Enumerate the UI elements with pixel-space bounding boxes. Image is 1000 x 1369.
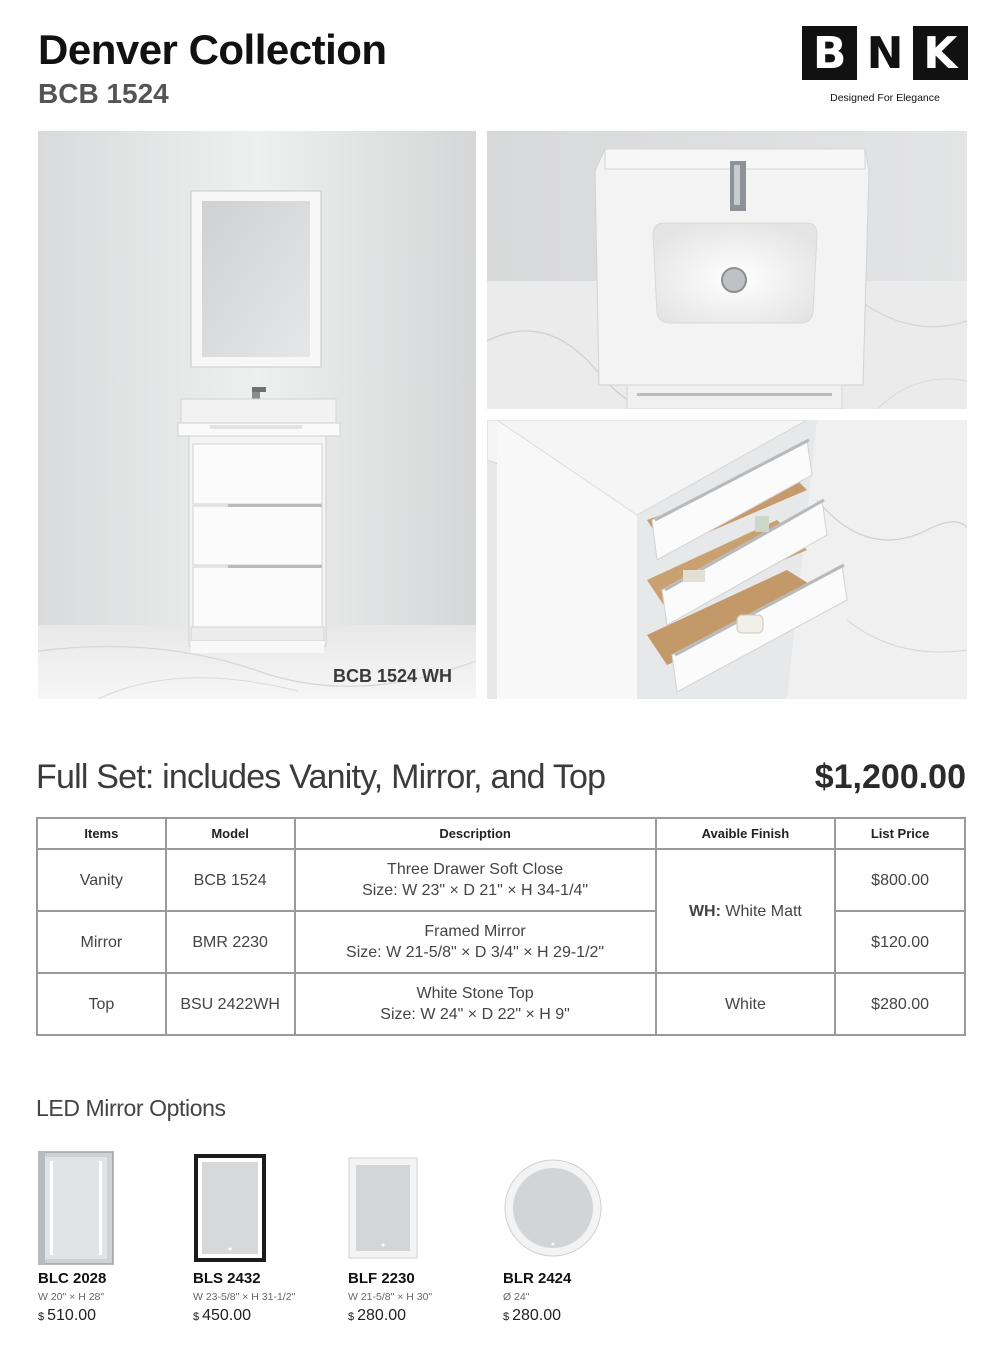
led-option-blf2230	[348, 1148, 488, 1325]
led-option-blr2424	[503, 1148, 643, 1325]
led-model: BLF 2230	[348, 1270, 415, 1287]
header-description: Description	[295, 818, 656, 849]
size-line: Size: W 21-5/8" × D 3/4" × H 29-1/2"	[346, 944, 605, 961]
row-model: BMR 2230	[166, 911, 295, 973]
header-model: Model	[166, 818, 295, 849]
price-value: 510.00	[47, 1307, 97, 1324]
medicine-cabinet-image	[38, 1151, 114, 1265]
description-line: Framed Mirror	[424, 923, 526, 940]
logo-letter-k: K	[913, 26, 968, 80]
table-row	[37, 973, 965, 1035]
row-model: BSU 2422WH	[166, 973, 295, 1035]
currency-symbol: $	[193, 1311, 200, 1323]
led-price	[193, 1307, 333, 1325]
row-item: Vanity	[37, 849, 166, 911]
row-finish: White	[656, 973, 836, 1035]
frameless-mirror-image	[348, 1157, 418, 1259]
header-list-price: List Price	[835, 818, 965, 849]
finish-name: White Matt	[725, 902, 802, 920]
row-price: $800.00	[835, 849, 965, 911]
logo-letter-n: N	[857, 26, 912, 80]
header-items: Items	[37, 818, 166, 849]
brand-tagline: Designed For Elegance	[830, 92, 940, 104]
logo-letter-b: B	[802, 26, 857, 80]
header-finish: Avaible Finish	[656, 818, 836, 849]
brand-logo	[802, 26, 968, 106]
led-price	[38, 1307, 178, 1325]
finish-code: WH:	[688, 902, 721, 920]
led-size: W 23-5/8" × H 31-1/2"	[193, 1291, 296, 1303]
led-option-bls2432	[193, 1148, 333, 1325]
led-size: Ø 24"	[503, 1291, 530, 1303]
led-model: BLR 2424	[503, 1270, 572, 1287]
description-line: White Stone Top	[416, 985, 534, 1002]
row-description	[295, 973, 656, 1035]
led-price	[348, 1307, 488, 1325]
full-set-label: Full Set: includes Vanity, Mirror, and Top	[36, 758, 606, 796]
open-drawers-photo	[487, 420, 967, 699]
row-description	[295, 911, 656, 973]
table-row	[37, 849, 965, 911]
row-description	[295, 849, 656, 911]
currency-symbol: $	[503, 1311, 510, 1323]
size-line: Size: W 24" × D 22" × H 9"	[380, 1006, 570, 1023]
row-item: Top	[37, 973, 166, 1035]
led-size: W 20" × H 28"	[38, 1291, 105, 1303]
countertop-sink-photo	[487, 131, 967, 409]
full-set-price: $1,200.00	[814, 758, 966, 796]
price-value: 280.00	[357, 1307, 407, 1324]
led-model: BLS 2432	[193, 1270, 261, 1287]
row-model: BCB 1524	[166, 849, 295, 911]
price-value: 450.00	[202, 1307, 252, 1324]
row-item: Mirror	[37, 911, 166, 973]
description-line: Three Drawer Soft Close	[387, 861, 564, 878]
price-value: 280.00	[512, 1307, 562, 1324]
size-line: Size: W 23" × D 21" × H 34-1/4"	[362, 882, 589, 899]
main-photo-caption: BCB 1524 WH	[332, 666, 452, 686]
row-finish-merged	[656, 849, 836, 973]
led-option-blc2028	[38, 1148, 178, 1325]
page-title: Denver Collection	[38, 26, 387, 73]
currency-symbol: $	[348, 1311, 355, 1323]
spec-table	[36, 817, 966, 1036]
led-model: BLC 2028	[38, 1270, 107, 1287]
round-mirror-image	[503, 1158, 603, 1258]
row-price: $120.00	[835, 911, 965, 973]
table-header-row	[37, 818, 965, 849]
currency-symbol: $	[38, 1311, 45, 1323]
led-size: W 21-5/8" × H 30"	[348, 1291, 433, 1303]
led-price	[503, 1307, 643, 1325]
row-price: $280.00	[835, 973, 965, 1035]
black-frame-mirror-image	[193, 1153, 267, 1263]
led-section-title: LED Mirror Options	[36, 1095, 226, 1121]
vanity-front-photo	[38, 131, 476, 699]
page-subtitle-model: BCB 1524	[38, 78, 169, 109]
